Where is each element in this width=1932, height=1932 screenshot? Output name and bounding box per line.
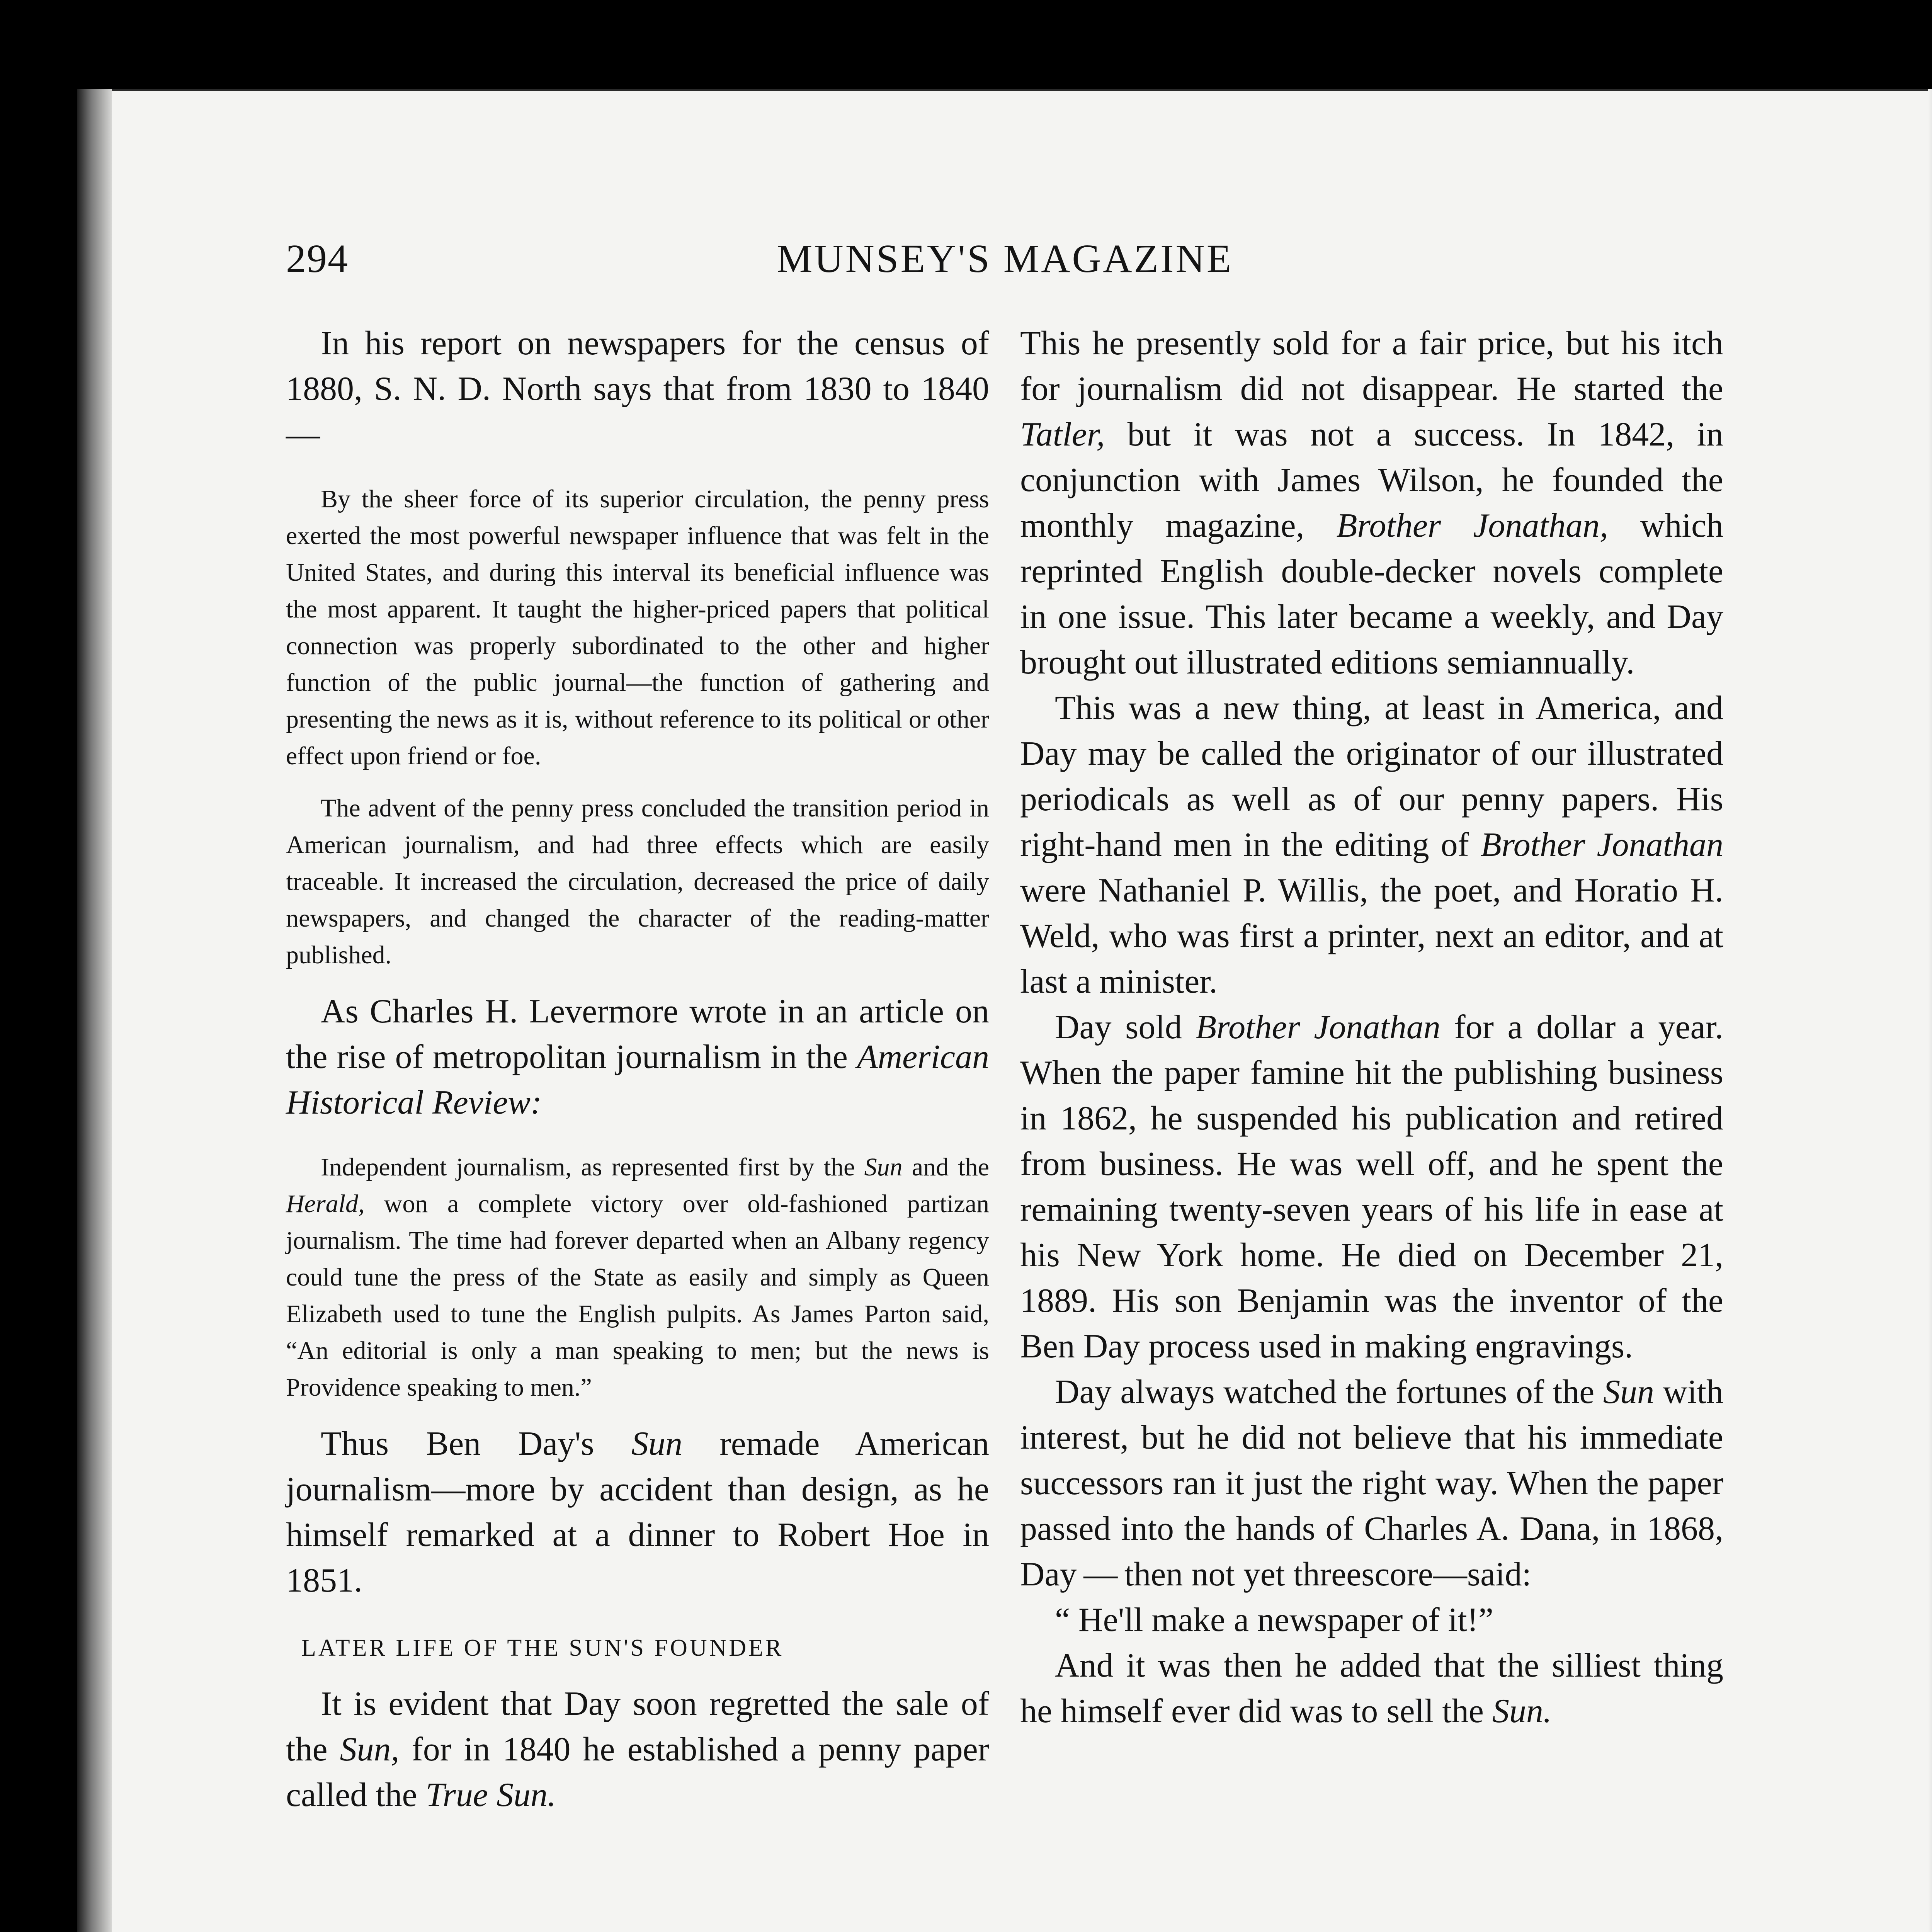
paragraph: This was a new thing, at least in America, and Day may be called the originator of our illustrated periodicals as well as of our penny papers. His right-hand men in the editing of Brother Jonathan were Nathaniel P. Willis, the poet, and Horatio H. Weld, who was first a printer, next an editor, and at last a minister.: [1020, 689, 1724, 1000]
paragraph: And it was then he added that the silliest thing he himself ever did was to sell the Sun.: [1020, 1647, 1723, 1730]
paragraph: This he presently sold for a fair price, but his itch for journalism did not disappear. He started the Tatler, but it was not a success. In 1842, in conjunction with James Wilson, he founded the monthly magazine, Brother Jonathan, which reprinted English double-decker novels complete in one issue. This later became a weekly, and Day brought out illustrated editions semiannually.: [1020, 325, 1723, 681]
page-edge-shadow: [1928, 89, 1932, 1932]
paragraph: Day always watched the fortunes of the Sun with interest, but he did not believe that his immediate successors ran it just the right way. When the paper passed into the hands of Charles A. Dana, in 1868, Day — then not yet threescore—said:: [1020, 1373, 1723, 1593]
running-title: MUNSEY'S MAGAZINE: [777, 236, 1233, 281]
paragraph: In his report on newspapers for the census of 1880, S. N. D. North says that from 1830 to 1840—: [286, 325, 989, 453]
block-quote: Independent journalism, as represented first by the Sun and the Herald, won a complete victory over old-fashioned partizan journalism. The time had forever departed when an Albany regency could tune the press of the State as easily and simply as Queen Elizabeth used to tune the English pulpits. As James Parton said, “An editorial is only a man speaking to men; but the news is Providence speaking to men.”: [286, 1153, 989, 1401]
left-column: [286, 321, 989, 1818]
paragraph: Day sold Brother Jonathan for a dollar a year. When the paper famine hit the publishing business in 1862, he suspended his publication and retired from business. He was well off, and he spent the remaining twenty-seven years of his life in ease at his New York home. He died on December 21, 1889. His son Benjamin was the inventor of the Ben Day process used in making engravings.: [1020, 1009, 1723, 1365]
block-quote: The advent of the penny press concluded the transition period in American journalism, and had three effects which are easily traceable. It increased the circulation, decreased the price of daily newspapers, and changed the character of the reading-matter published.: [286, 794, 989, 969]
right-column: [1020, 321, 1723, 1734]
paragraph: It is evident that Day soon regretted the sale of the Sun, for in 1840 he established a penny paper called the True Sun.: [286, 1685, 990, 1814]
paragraph: Thus Ben Day's Sun remade American journalism—more by accident than design, as he himself remarked at a dinner to Robert Hoe in 1851.: [286, 1425, 989, 1599]
block-quote: By the sheer force of its superior circulation, the penny press exerted the most powerful newspaper influence that was felt in the United States, and during this interval its beneficial influence was the most apparent. It taught the higher-priced papers that political connection was properly subordinated to the other and higher function of the public journal—the function of gathering and presenting the news as it is, without reference to its political or other effect upon friend or foe.: [286, 485, 989, 770]
page-binding-shadow: [77, 89, 112, 1932]
paragraph: “ He'll make a newspaper of it!”: [1055, 1601, 1493, 1639]
section-heading: LATER LIFE OF THE SUN'S FOUNDER: [301, 1635, 784, 1661]
paragraph: As Charles H. Levermore wrote in an article on the rise of metropolitan journalism in the American Historical Review:: [286, 993, 989, 1121]
page-number: 294: [286, 236, 349, 281]
